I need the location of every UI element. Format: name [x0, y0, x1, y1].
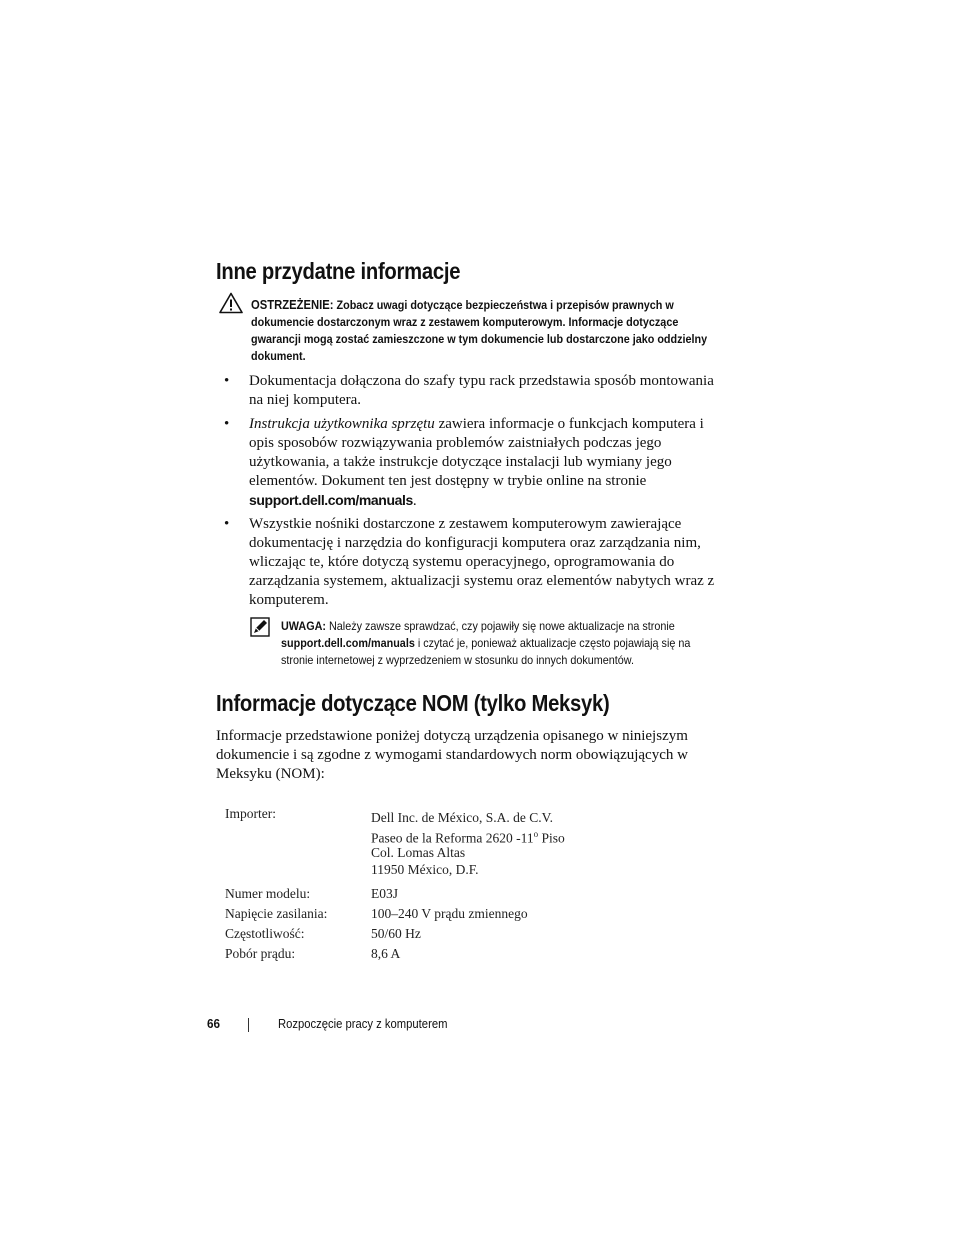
model-label: Numer modelu: — [225, 886, 311, 901]
list-item-rack-docs — [249, 372, 719, 410]
current-label: Pobór prądu: — [225, 946, 296, 961]
footer-chapter-title: Rozpoczęcie pracy z komputerem — [278, 1017, 448, 1031]
note-text — [281, 618, 713, 669]
importer-line-1: Dell Inc. de México, S.A. de C.V. — [371, 810, 553, 825]
warning-label: OSTRZEŻENIE: — [251, 298, 334, 312]
list-item-user-guide — [249, 415, 719, 511]
list-item-text: Wszystkie nośniki dostarczone z zestawem komputerowym zawierające dokumentację i narzędzia do konfiguracji komputera oraz zarządzania nim, wliczając te, które dotyczą systemu operacyjnego, oprogramowania do zarządzania systemem, aktualizacji systemu oraz elementów nabytych wraz z komputerem. — [249, 516, 715, 608]
nom-intro: Informacje przedstawione poniżej dotyczą urządzenia opisanego w niniejszym dokumencie i są zgodne z wymogami standardowych norm obowiązujących w Meksyku (NOM): — [216, 728, 688, 782]
page-number: 66 — [207, 1016, 221, 1031]
list-item-media — [249, 515, 719, 610]
list-item-text: Dokumentacja dołączona do szafy typu rack przedstawia sposób montowania na niej komputera. — [249, 373, 714, 408]
support-manuals-link[interactable]: support.dell.com/manuals — [249, 492, 413, 508]
list-item-text: zawiera informacje o funkcjach komputera i opis sposobów rozwiązywania problemów zaistniałych podczas jego użytkowania, a także instrukcje dotyczące instalacji lub wymiany jego elementów. Dokument ten jest dostępny w trybie online na stronie — [249, 416, 704, 489]
frequency-value: 50/60 Hz — [371, 926, 421, 941]
model-value: E03J — [371, 886, 398, 901]
list-item-end: . — [412, 493, 417, 509]
frequency-label: Częstotliwość: — [225, 926, 305, 941]
importer-label: Importer: — [225, 806, 276, 821]
importer-line-2: Paseo de la Reforma 2620 -11$^o$ Piso — [371, 829, 565, 846]
section-title-nom: Informacje dotyczące NOM (tylko Meksyk) — [216, 690, 610, 716]
user-guide-title: Instrukcja użytkownika sprzętu — [249, 416, 435, 432]
warning-text — [251, 297, 719, 365]
note-body-1: Należy zawsze sprawdzać, czy pojawiły się nowe aktualizacje na stronie — [326, 619, 675, 633]
note-body-2: i czytać je, ponieważ aktualizacje często pojawiają się na stronie internetowej z wyprzedzeniem w stosunku do innych dokumentów. — [281, 636, 691, 667]
current-value: 8,6 A — [371, 946, 401, 961]
note-label: UWAGA: — [281, 619, 326, 633]
warning-triangle-icon — [219, 292, 243, 314]
warning-body: Zobacz uwagi dotyczące bezpieczeństwa i przepisów prawnych w dokumencie dostarczonym wraz z zestawem komputerowym. Informacje dotyczące gwarancji mogą zostać zamieszczone w tym dokumencie lub dostarczone jako oddzielny dokument. — [251, 298, 708, 363]
section-title-other-info: Inne przydatne informacje — [216, 258, 461, 284]
footer-divider — [248, 1018, 249, 1032]
note-pencil-icon — [250, 617, 270, 637]
note-support-link[interactable]: support.dell.com/manuals — [281, 636, 415, 650]
importer-line-4: 11950 México, D.F. — [371, 862, 479, 877]
voltage-label: Napięcie zasilania: — [225, 906, 328, 921]
importer-line-3: Col. Lomas Altas — [371, 845, 466, 860]
voltage-value: 100–240 V prądu zmiennego — [371, 906, 528, 921]
